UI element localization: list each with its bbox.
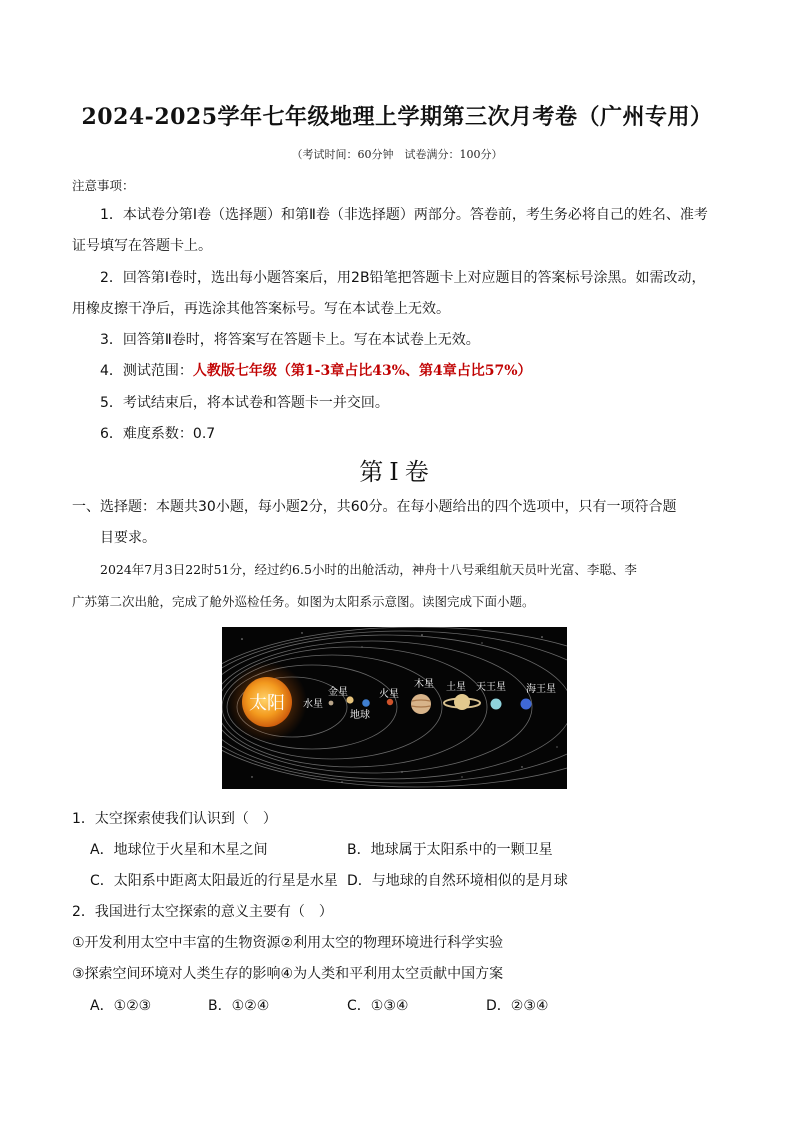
earth-icon	[362, 699, 370, 707]
part1-instruction-line-1: 一、选择题：本题共30小题，每小题2分，共60分。在每小题给出的四个选项中，只有一项符合题	[72, 499, 677, 515]
solar-system-figure	[222, 627, 567, 789]
material-line-1: 2024年7月3日22时51分，经过约6.5小时的出舱活动，神舟十八号乘组航天员叶光富、李聪、李	[100, 562, 637, 577]
saturn-label: 土星	[446, 682, 466, 693]
question-2-statements-line-2: ③探索空间环境对人类生存的影响④为人类和平利用太空贡献中国方案	[72, 966, 504, 982]
notice-item-3: 3．回答第Ⅱ卷时，将答案写在答题卡上。写在本试卷上无效。	[100, 332, 480, 348]
question-2-option-a[interactable]: A．①②③	[90, 998, 152, 1014]
notice-item-4	[100, 361, 532, 381]
question-1-option-a[interactable]: A．地球位于火星和木星之间	[90, 842, 268, 858]
part1-instruction-line-2: 目要求。	[100, 530, 156, 546]
notice-item-1-line-2: 证号填写在答题卡上。	[72, 238, 212, 254]
question-1-option-c[interactable]: C．太阳系中距离太阳最近的行星是水星	[90, 873, 338, 889]
jupiter-label: 木星	[414, 679, 434, 690]
page-title: 2024-2025学年七年级地理上学期第三次月考卷（广州专用）	[81, 104, 713, 130]
notice-item-4-label: 4．测试范围：	[100, 363, 193, 379]
question-2-statements-line-1: ①开发利用太空中丰富的生物资源②利用太空的物理环境进行科学实验	[72, 935, 504, 951]
question-1-stem: 1．太空探索使我们认识到（ ）	[72, 811, 277, 827]
question-1-option-b[interactable]: B．地球属于太阳系中的一颗卫星	[347, 842, 553, 858]
venus-label: 金星	[328, 687, 348, 698]
question-1-option-d[interactable]: D．与地球的自然环境相似的是月球	[347, 873, 568, 889]
solar-system-diagram	[222, 627, 567, 789]
question-2-stem: 2．我国进行太空探索的意义主要有（ ）	[72, 904, 333, 920]
earth-label: 地球	[350, 710, 370, 721]
mars-label: 火星	[379, 689, 399, 700]
mercury-icon	[329, 701, 334, 706]
notice-item-2-line-1: 2．回答第Ⅰ卷时，选出每小题答案后，用2B铅笔把答题卡上对应题目的答案标号涂黑。如需改动，	[100, 270, 706, 286]
mercury-label: 水星	[303, 699, 323, 710]
notice-heading: 注意事项：	[72, 178, 135, 193]
material-line-2: 广苏第二次出舱，完成了舱外巡检任务。如图为太阳系示意图。读图完成下面小题。	[72, 594, 535, 609]
test-range: 人教版七年级（第1-3章占比43%、第4章占比57%）	[192, 363, 532, 379]
notice-item-1-line-1: 1．本试卷分第Ⅰ卷（选择题）和第Ⅱ卷（非选择题）两部分。答卷前，考生务必将自己的姓名、准考	[100, 207, 708, 223]
exam-info: （考试时间：60分钟 试卷满分：100分）	[291, 148, 503, 161]
sun-label: 太阳	[249, 693, 285, 714]
section-title: 第Ⅰ卷	[359, 458, 435, 486]
question-2-option-b[interactable]: B．①②④	[208, 998, 270, 1014]
saturn-icon	[454, 694, 470, 710]
neptune-icon	[521, 699, 532, 710]
neptune-label: 海王星	[526, 684, 556, 695]
uranus-label: 天王星	[476, 682, 506, 693]
jupiter-icon	[411, 694, 431, 714]
question-2-option-c[interactable]: C．①③④	[347, 998, 409, 1014]
question-2-option-d[interactable]: D．②③④	[486, 998, 549, 1014]
notice-item-5: 5．考试结束后，将本试卷和答题卡一并交回。	[100, 395, 389, 411]
notice-item-2-line-2: 用橡皮擦干净后，再选涂其他答案标号。写在本试卷上无效。	[72, 301, 450, 317]
uranus-icon	[491, 699, 502, 710]
notice-item-6: 6．难度系数：0.7	[100, 426, 216, 442]
